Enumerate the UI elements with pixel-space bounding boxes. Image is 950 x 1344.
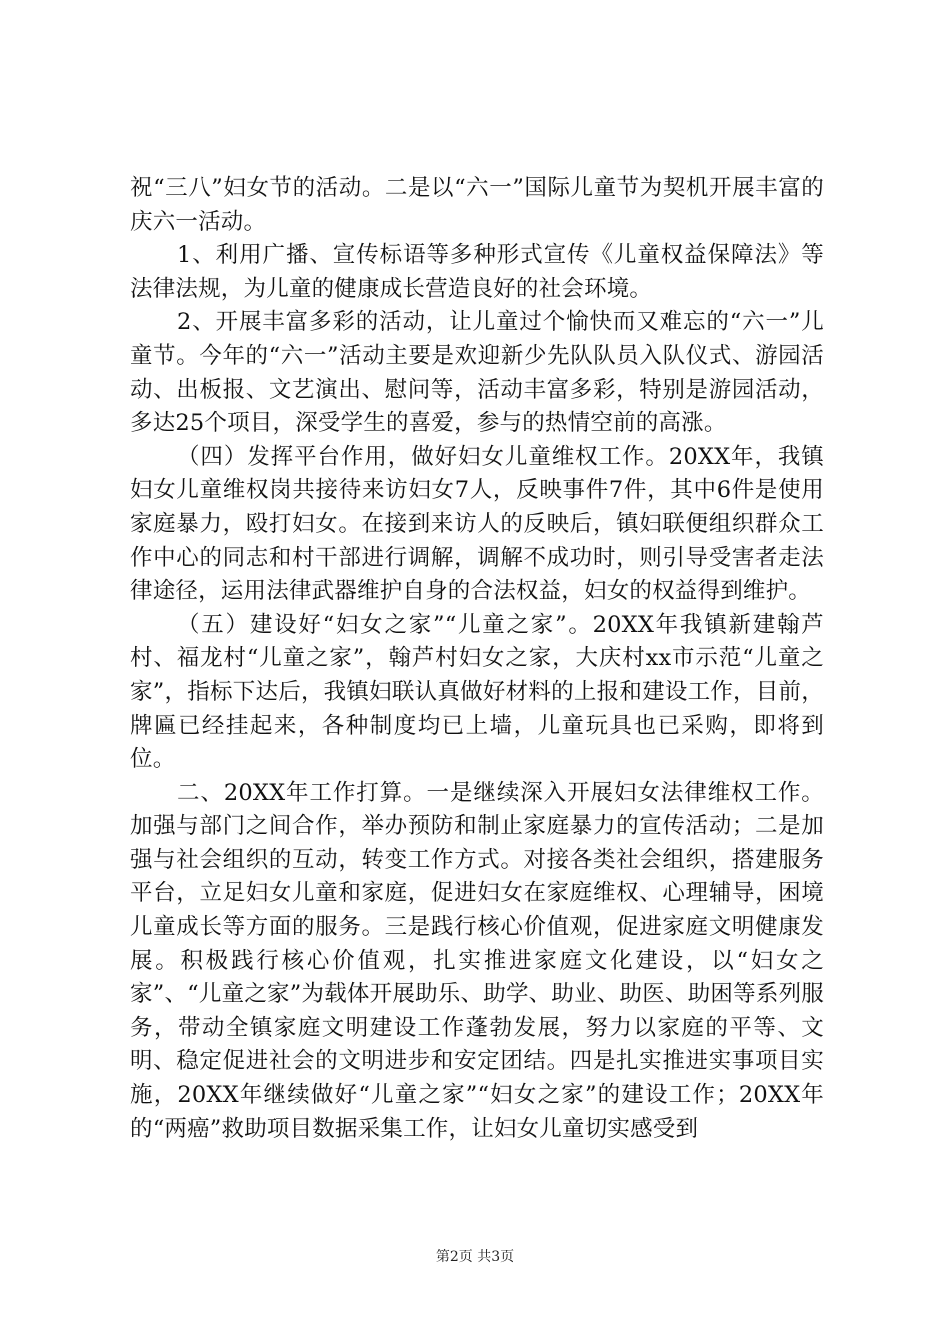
paragraph: 1、利用广播、宣传标语等多种形式宣传《儿童权益保障法》等法律法规，为儿童的健康成长营造良好的社会环境。: [130, 242, 824, 302]
paragraph: （五）建设好“妇女之家”“儿童之家”。20XX年我镇新建翰芦村、福龙村“儿童之家”，翰芦村妇女之家，大庆村xx市示范“儿童之家”，指标下达后，我镇妇联认真做好材料的上报和建设工作，目前，牌匾已经挂起来，各种制度均已上墙，儿童玩具也已采购，即将到位。: [130, 611, 824, 773]
paragraph: 祝“三八”妇女节的活动。二是以“六一”国际儿童节为契机开展丰富的庆六一活动。: [130, 175, 824, 235]
paragraph: 2、开展丰富多彩的活动，让儿童过个愉快而又难忘的“六一”儿童节。今年的“六一”活动主要是欢迎新少先队队员入队仪式、游园活动、出板报、文艺演出、慰问等，活动丰富多彩，特别是游园活动，多达25个项目，深受学生的喜爱，参与的热情空前的高涨。: [130, 309, 824, 437]
paragraph: 二、20XX年工作打算。一是继续深入开展妇女法律维权工作。加强与部门之间合作，举办预防和制止家庭暴力的宣传活动；二是加强与社会组织的互动，转变工作方式。对接各类社会组织，搭建服务平台，立足妇女儿童和家庭，促进妇女在家庭维权、心理辅导，困境儿童成长等方面的服务。三是践行核心价值观，促进家庭文明健康发展。积极践行核心价值观，扎实推进家庭文化建设，以“妇女之家”、“儿童之家”为载体开展助乐、助学、助业、助医、助困等系列服务，带动全镇家庭文明建设工作蓬勃发展，努力以家庭的平等、文明、稳定促进社会的文明进步和安定团结。四是扎实推进实事项目实施，20XX年继续做好“儿童之家”“妇女之家”的建设工作；20XX年的“两癌”救助项目数据采集工作，让妇女儿童切实感受到: [130, 779, 824, 1142]
document-body: [130, 172, 824, 1146]
page-footer: 第2页 共3页: [435, 1249, 515, 1265]
paragraph: （四）发挥平台作用，做好妇女儿童维权工作。20XX年，我镇妇女儿童维权岗共接待来访妇女7人，反映事件7件，其中6件是使用家庭暴力，殴打妇女。在接到来访人的反映后，镇妇联便组织群众工作中心的同志和村干部进行调解，调解不成功时，则引导受害者走法律途径，运用法律武器维护自身的合法权益，妇女的权益得到维护。: [130, 443, 824, 605]
